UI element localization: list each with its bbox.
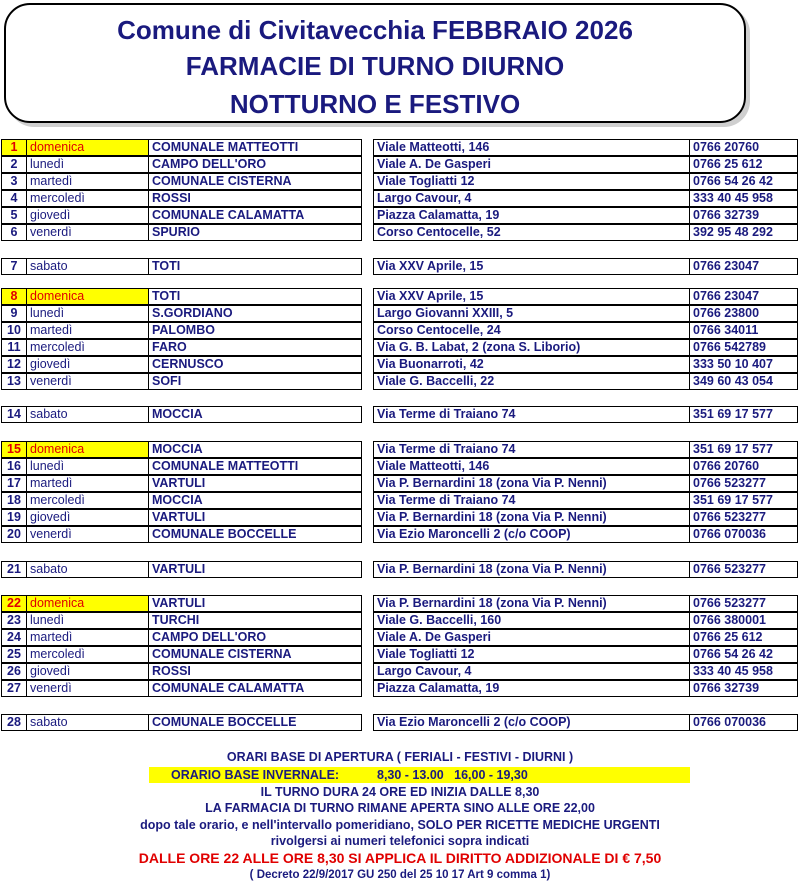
- weekday: domenica: [27, 442, 149, 457]
- address-phone-block: [373, 646, 798, 663]
- weekday: lunedì: [27, 306, 149, 321]
- pharmacy-phone: 392 95 48 292: [693, 225, 773, 239]
- schedule-row: [0, 406, 800, 423]
- pharmacy-address: Via Terme di Traiano 74: [374, 442, 690, 457]
- address-phone-block: [373, 509, 798, 526]
- title-line-3: NOTTURNO E FESTIVO: [229, 89, 521, 119]
- address-phone-block: [373, 595, 798, 612]
- schedule-row: [0, 595, 800, 612]
- schedule-row: [0, 224, 800, 241]
- pharmacy-name: COMUNALE MATTEOTTI: [152, 140, 299, 154]
- day-pharmacy-block: [1, 156, 362, 173]
- day-pharmacy-block: [1, 475, 362, 492]
- pharmacy-name: VARTULI: [152, 510, 206, 524]
- day-pharmacy-block: [1, 646, 362, 663]
- day-number: 12: [2, 357, 27, 372]
- schedule-row: [0, 373, 800, 390]
- weekday: domenica: [27, 140, 149, 155]
- day-pharmacy-block: [1, 629, 362, 646]
- pharmacy-phone: 333 50 10 407: [693, 357, 773, 371]
- day-number: 1: [2, 140, 27, 155]
- pharmacy-name: CAMPO DELL'ORO: [152, 157, 267, 171]
- schedule-row: [0, 526, 800, 543]
- pharmacy-phone: 0766 32739: [693, 681, 760, 695]
- pharmacy-phone: 0766 23047: [693, 289, 760, 303]
- pharmacy-name: TURCHI: [152, 613, 200, 627]
- pharmacy-name: TOTI: [152, 259, 181, 273]
- pharmacy-phone: 0766 32739: [693, 208, 760, 222]
- address-phone-block: [373, 629, 798, 646]
- schedule-row: [0, 258, 800, 275]
- pharmacy-phone: 351 69 17 577: [693, 493, 773, 507]
- weekday: mercoledì: [27, 647, 149, 662]
- pharmacy-name: CERNUSCO: [152, 357, 224, 371]
- day-number: 7: [2, 259, 27, 274]
- address-phone-block: [373, 288, 798, 305]
- pharmacy-phone: 0766 523277: [693, 596, 766, 610]
- day-number: 18: [2, 493, 27, 508]
- day-number: 10: [2, 323, 27, 338]
- address-phone-block: [373, 612, 798, 629]
- pharmacy-address: Via Terme di Traiano 74: [374, 407, 690, 422]
- day-pharmacy-block: [1, 190, 362, 207]
- day-pharmacy-block: [1, 663, 362, 680]
- weekday: mercoledì: [27, 340, 149, 355]
- pharmacy-address: Viale A. De Gasperi: [374, 630, 690, 645]
- pharmacy-address: Viale G. Baccelli, 160: [374, 613, 690, 628]
- pharmacy-name: COMUNALE BOCCELLE: [152, 527, 297, 541]
- pharmacy-address: Viale A. De Gasperi: [374, 157, 690, 172]
- pharmacy-address: Via P. Bernardini 18 (zona Via P. Nenni): [374, 596, 690, 611]
- day-number: 4: [2, 191, 27, 206]
- address-phone-block: [373, 663, 798, 680]
- day-pharmacy-block: [1, 458, 362, 475]
- weekday: domenica: [27, 289, 149, 304]
- pharmacy-name: ROSSI: [152, 191, 191, 205]
- weekday: giovedì: [27, 357, 149, 372]
- day-pharmacy-block: [1, 509, 362, 526]
- address-phone-block: [373, 156, 798, 173]
- day-number: 2: [2, 157, 27, 172]
- day-number: 24: [2, 630, 27, 645]
- pharmacy-address: Piazza Calamatta, 19: [374, 208, 690, 223]
- dopo-note: dopo tale orario, e nell'intervallo pomeridiano, SOLO PER RICETTE MEDICHE URGENTI: [140, 818, 660, 832]
- pharmacy-address: Viale Togliatti 12: [374, 647, 690, 662]
- address-phone-block: [373, 190, 798, 207]
- pharmacy-address: Via Terme di Traiano 74: [374, 493, 690, 508]
- pharmacy-phone: 349 60 43 054: [693, 374, 773, 388]
- winter-hours-value: 8,30 - 13.00 16,00 - 19,30: [377, 768, 528, 782]
- day-number: 26: [2, 664, 27, 679]
- pharmacy-address: Via Buonarroti, 42: [374, 357, 690, 372]
- pharmacy-name: VARTULI: [152, 476, 206, 490]
- pharmacy-name: COMUNALE BOCCELLE: [152, 715, 297, 729]
- schedule-row: [0, 139, 800, 156]
- day-pharmacy-block: [1, 339, 362, 356]
- pharmacy-address: Largo Cavour, 4: [374, 191, 690, 206]
- weekday: sabato: [27, 259, 149, 274]
- pharmacy-phone: 333 40 45 958: [693, 664, 773, 678]
- address-phone-block: [373, 305, 798, 322]
- day-pharmacy-block: [1, 612, 362, 629]
- pharmacy-phone: 0766 25 612: [693, 157, 763, 171]
- orari-title: ORARI BASE DI APERTURA ( FERIALI - FESTIVI - DIURNI ): [226, 750, 574, 764]
- weekday: mercoledì: [27, 493, 149, 508]
- weekday: giovedì: [27, 664, 149, 679]
- day-pharmacy-block: [1, 406, 362, 423]
- pharmacy-phone: 0766 23800: [693, 306, 760, 320]
- pharmacy-address: Via P. Bernardini 18 (zona Via P. Nenni): [374, 562, 690, 577]
- pharmacy-phone: 0766 23047: [693, 259, 760, 273]
- address-phone-block: [373, 475, 798, 492]
- aperta-note: LA FARMACIA DI TURNO RIMANE APERTA SINO ALLE ORE 22,00: [205, 801, 595, 815]
- pharmacy-name: VARTULI: [152, 596, 206, 610]
- pharmacy-address: Viale Togliatti 12: [374, 174, 690, 189]
- pharmacy-address: Via P. Bernardini 18 (zona Via P. Nenni): [374, 510, 690, 525]
- pharmacy-phone: 0766 542789: [693, 340, 766, 354]
- address-phone-block: [373, 714, 798, 731]
- pharmacy-phone: 0766 523277: [693, 510, 766, 524]
- address-phone-block: [373, 561, 798, 578]
- pharmacy-name: ROSSI: [152, 664, 191, 678]
- day-pharmacy-block: [1, 595, 362, 612]
- schedule-row: [0, 492, 800, 509]
- weekday: giovedì: [27, 510, 149, 525]
- pharmacy-name: MOCCIA: [152, 442, 203, 456]
- schedule-row: [0, 663, 800, 680]
- day-number: 21: [2, 562, 27, 577]
- day-pharmacy-block: [1, 714, 362, 731]
- pharmacy-name: COMUNALE CISTERNA: [152, 174, 292, 188]
- address-phone-block: [373, 526, 798, 543]
- pharmacy-phone: 0766 380001: [693, 613, 766, 627]
- day-number: 3: [2, 174, 27, 189]
- pharmacy-address: Viale Matteotti, 146: [374, 140, 690, 155]
- pharmacy-address: Via Ezio Maroncelli 2 (c/o COOP): [374, 715, 690, 730]
- day-number: 8: [2, 289, 27, 304]
- weekday: martedì: [27, 476, 149, 491]
- schedule-row: [0, 322, 800, 339]
- pharmacy-name: S.GORDIANO: [152, 306, 233, 320]
- day-number: 13: [2, 374, 27, 389]
- diritto-addizionale-note: DALLE ORE 22 ALLE ORE 8,30 SI APPLICA IL DIRITTO ADDIZIONALE DI € 7,50: [138, 850, 662, 866]
- pharmacy-name: VARTULI: [152, 562, 206, 576]
- pharmacy-phone: 0766 070036: [693, 715, 766, 729]
- day-pharmacy-block: [1, 173, 362, 190]
- day-pharmacy-block: [1, 139, 362, 156]
- day-number: 23: [2, 613, 27, 628]
- weekday: venerdì: [27, 225, 149, 240]
- pharmacy-address: Corso Centocelle, 24: [374, 323, 690, 338]
- weekday: lunedì: [27, 157, 149, 172]
- pharmacy-name: TOTI: [152, 289, 181, 303]
- day-pharmacy-block: [1, 492, 362, 509]
- schedule-row: [0, 561, 800, 578]
- address-phone-block: [373, 373, 798, 390]
- pharmacy-name: COMUNALE CISTERNA: [152, 647, 292, 661]
- day-pharmacy-block: [1, 288, 362, 305]
- schedule-row: [0, 509, 800, 526]
- address-phone-block: [373, 224, 798, 241]
- pharmacy-name: COMUNALE CALAMATTA: [152, 208, 305, 222]
- pharmacy-name: FARO: [152, 340, 187, 354]
- day-number: 15: [2, 442, 27, 457]
- address-phone-block: [373, 207, 798, 224]
- pharmacy-phone: 351 69 17 577: [693, 442, 773, 456]
- schedule-row: [0, 288, 800, 305]
- schedule-row: [0, 173, 800, 190]
- schedule-row: [0, 339, 800, 356]
- rivolgersi-note: rivolgersi ai numeri telefonici sopra indicati: [270, 834, 530, 848]
- day-pharmacy-block: [1, 441, 362, 458]
- schedule-row: [0, 356, 800, 373]
- address-phone-block: [373, 173, 798, 190]
- day-pharmacy-block: [1, 305, 362, 322]
- pharmacy-name: MOCCIA: [152, 407, 203, 421]
- weekday: sabato: [27, 715, 149, 730]
- day-number: 25: [2, 647, 27, 662]
- schedule-row: [0, 441, 800, 458]
- pharmacy-phone: 0766 25 612: [693, 630, 763, 644]
- pharmacy-name: CAMPO DELL'ORO: [152, 630, 267, 644]
- day-number: 17: [2, 476, 27, 491]
- day-pharmacy-block: [1, 526, 362, 543]
- day-pharmacy-block: [1, 207, 362, 224]
- pharmacy-address: Largo Giovanni XXIII, 5: [374, 306, 690, 321]
- day-number: 19: [2, 510, 27, 525]
- schedule-row: [0, 646, 800, 663]
- pharmacy-address: Via P. Bernardini 18 (zona Via P. Nenni): [374, 476, 690, 491]
- schedule-row: [0, 612, 800, 629]
- pharmacy-name: SPURIO: [152, 225, 200, 239]
- day-pharmacy-block: [1, 322, 362, 339]
- address-phone-block: [373, 258, 798, 275]
- pharmacy-name: MOCCIA: [152, 493, 203, 507]
- schedule-row: [0, 680, 800, 697]
- pharmacy-address: Piazza Calamatta, 19: [374, 681, 690, 696]
- pharmacy-address: Via Ezio Maroncelli 2 (c/o COOP): [374, 527, 690, 542]
- day-number: 11: [2, 340, 27, 355]
- address-phone-block: [373, 680, 798, 697]
- pharmacy-phone: 0766 34011: [693, 323, 759, 337]
- pharmacy-name: SOFI: [152, 374, 182, 388]
- pharmacy-address: Via XXV Aprile, 15: [374, 259, 690, 274]
- pharmacy-phone: 333 40 45 958: [693, 191, 773, 205]
- pharmacy-phone: 0766 523277: [693, 476, 766, 490]
- day-pharmacy-block: [1, 224, 362, 241]
- address-phone-block: [373, 406, 798, 423]
- weekday: martedì: [27, 630, 149, 645]
- schedule-row: [0, 714, 800, 731]
- weekday: domenica: [27, 596, 149, 611]
- day-number: 27: [2, 681, 27, 696]
- day-number: 6: [2, 225, 27, 240]
- pharmacy-name: COMUNALE MATTEOTTI: [152, 459, 299, 473]
- weekday: venerdì: [27, 527, 149, 542]
- schedule-row: [0, 458, 800, 475]
- schedule-row: [0, 305, 800, 322]
- winter-hours-bar: [149, 767, 690, 783]
- schedule-row: [0, 475, 800, 492]
- weekday: lunedì: [27, 613, 149, 628]
- schedule-row: [0, 207, 800, 224]
- pharmacy-phone: 0766 54 26 42: [693, 174, 773, 188]
- pharmacy-phone: 0766 523277: [693, 562, 766, 576]
- day-number: 22: [2, 596, 27, 611]
- day-pharmacy-block: [1, 258, 362, 275]
- schedule-row: [0, 629, 800, 646]
- pharmacy-address: Via XXV Aprile, 15: [374, 289, 690, 304]
- weekday: sabato: [27, 407, 149, 422]
- decreto-note: ( Decreto 22/9/2017 GU 250 del 25 10 17 Art 9 comma 1): [249, 869, 551, 881]
- pharmacy-name: COMUNALE CALAMATTA: [152, 681, 305, 695]
- day-pharmacy-block: [1, 561, 362, 578]
- pharmacy-address: Largo Cavour, 4: [374, 664, 690, 679]
- day-number: 28: [2, 715, 27, 730]
- pharmacy-phone: 0766 20760: [693, 459, 760, 473]
- weekday: lunedì: [27, 459, 149, 474]
- schedule-row: [0, 156, 800, 173]
- day-number: 16: [2, 459, 27, 474]
- address-phone-block: [373, 139, 798, 156]
- weekday: venerdì: [27, 374, 149, 389]
- day-number: 5: [2, 208, 27, 223]
- pharmacy-address: Viale Matteotti, 146: [374, 459, 690, 474]
- day-number: 9: [2, 306, 27, 321]
- day-pharmacy-block: [1, 680, 362, 697]
- weekday: mercoledì: [27, 191, 149, 206]
- address-phone-block: [373, 441, 798, 458]
- weekday: martedì: [27, 174, 149, 189]
- address-phone-block: [373, 492, 798, 509]
- pharmacy-phone: 0766 20760: [693, 140, 760, 154]
- pharmacy-address: Via G. B. Labat, 2 (zona S. Liborio): [374, 340, 690, 355]
- day-pharmacy-block: [1, 373, 362, 390]
- weekday: giovedì: [27, 208, 149, 223]
- weekday: venerdì: [27, 681, 149, 696]
- title-line-1: Comune di Civitavecchia FEBBRAIO 2026: [117, 15, 633, 45]
- schedule-row: [0, 190, 800, 207]
- day-number: 14: [2, 407, 27, 422]
- pharmacy-name: PALOMBO: [152, 323, 215, 337]
- title-line-2: FARMACIE DI TURNO DIURNO: [185, 51, 565, 81]
- pharmacy-address: Viale G. Baccelli, 22: [374, 374, 690, 389]
- address-phone-block: [373, 339, 798, 356]
- pharmacy-phone: 0766 54 26 42: [693, 647, 773, 661]
- pharmacy-phone: 0766 070036: [693, 527, 766, 541]
- weekday: sabato: [27, 562, 149, 577]
- address-phone-block: [373, 322, 798, 339]
- day-pharmacy-block: [1, 356, 362, 373]
- pharmacy-phone: 351 69 17 577: [693, 407, 773, 421]
- day-number: 20: [2, 527, 27, 542]
- turno-note: IL TURNO DURA 24 ORE ED INIZIA DALLE 8,30: [260, 785, 540, 799]
- weekday: martedì: [27, 323, 149, 338]
- address-phone-block: [373, 356, 798, 373]
- pharmacy-address: Corso Centocelle, 52: [374, 225, 690, 240]
- winter-hours-label: ORARIO BASE INVERNALE:: [171, 768, 340, 782]
- address-phone-block: [373, 458, 798, 475]
